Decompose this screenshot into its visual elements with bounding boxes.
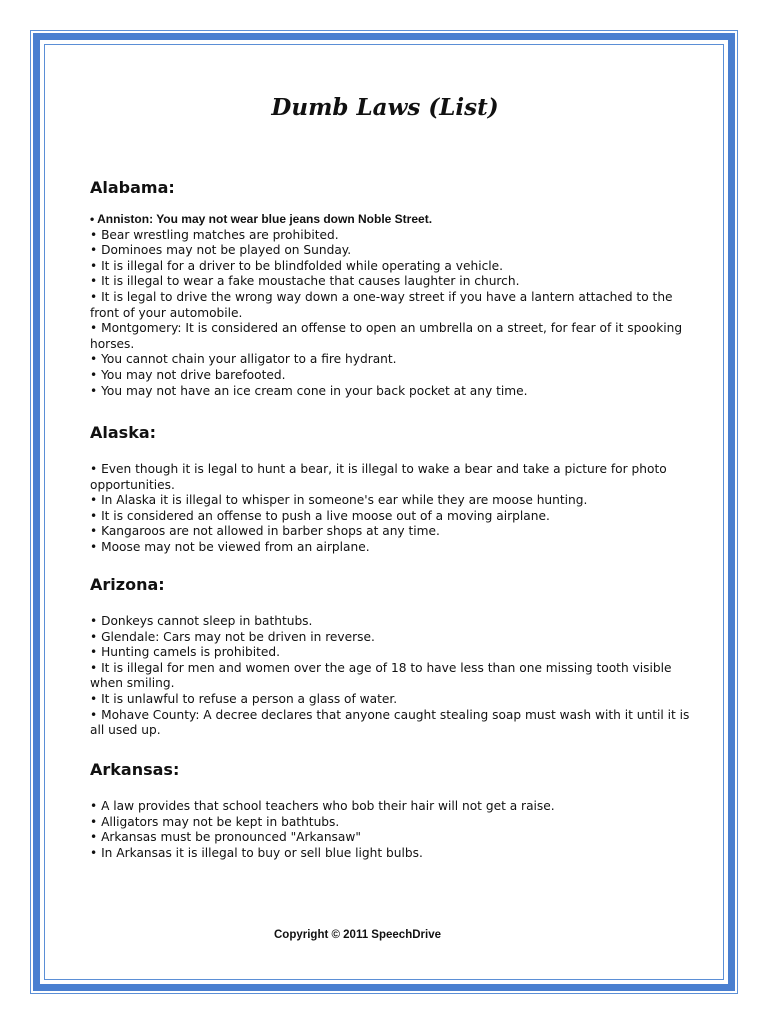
- list-item: • Bear wrestling matches are prohibited.: [90, 227, 339, 242]
- law-list: [90, 462, 690, 556]
- list-item: • In Arkansas it is illegal to buy or sell blue light bulbs.: [90, 845, 423, 860]
- list-item: • It is considered an offense to push a live moose out of a moving airplane.: [90, 508, 550, 523]
- section-heading: Arkansas:: [90, 760, 180, 779]
- law-list: [90, 614, 690, 739]
- list-item: • You cannot chain your alligator to a fire hydrant.: [90, 352, 397, 367]
- section-heading: Alabama:: [90, 178, 175, 197]
- list-item: • Moose may not be viewed from an airplane.: [90, 539, 370, 554]
- list-item: • It is legal to drive the wrong way down a one-way street if you have a lantern attached to the front of your automobile.: [90, 289, 673, 320]
- list-item: • A law provides that school teachers who bob their hair will not get a raise.: [90, 799, 555, 813]
- list-item: • Kangaroos are not allowed in barber shops at any time.: [90, 524, 440, 539]
- list-item: • It is illegal for men and women over the age of 18 to have less than one missing tooth visible when smiling.: [90, 660, 672, 691]
- list-item: • Hunting camels is prohibited.: [90, 645, 280, 660]
- copyright-footer: Copyright © 2011 SpeechDrive: [274, 929, 441, 941]
- list-item: • Arkansas must be pronounced "Arkansaw": [90, 830, 361, 845]
- list-item: • Dominoes may not be played on Sunday.: [90, 243, 352, 258]
- list-item: • Even though it is legal to hunt a bear, it is illegal to wake a bear and take a picture for photo opportunities.: [90, 462, 667, 492]
- list-item: • Donkeys cannot sleep in bathtubs.: [90, 614, 313, 628]
- section-arizona: [90, 575, 690, 739]
- law-list: [90, 212, 690, 399]
- page-title: Dumb Laws (List): [271, 94, 499, 121]
- list-item: • In Alaska it is illegal to whisper in someone's ear while they are moose hunting.: [90, 493, 588, 508]
- section-alabama: [90, 178, 690, 399]
- section-heading: Alaska:: [90, 423, 157, 442]
- list-item: • It is unlawful to refuse a person a glass of water.: [90, 691, 398, 706]
- section-heading: Arizona:: [90, 575, 165, 594]
- list-item: • Mohave County: A decree declares that anyone caught stealing soap must wash with it until it is all used up.: [90, 707, 690, 738]
- section-alaska: [90, 423, 690, 556]
- list-item: • You may not drive barefooted.: [90, 367, 286, 382]
- section-arkansas: [90, 760, 690, 861]
- list-item: • Glendale: Cars may not be driven in reverse.: [90, 629, 375, 644]
- list-item: • It is illegal for a driver to be blindfolded while operating a vehicle.: [90, 258, 504, 273]
- law-list: [90, 799, 690, 861]
- list-item: • Anniston: You may not wear blue jeans down Noble Street.: [90, 212, 433, 226]
- list-item: • It is illegal to wear a fake moustache that causes laughter in church.: [90, 274, 520, 289]
- list-item: • You may not have an ice cream cone in your back pocket at any time.: [90, 383, 528, 398]
- list-item: • Montgomery: It is considered an offense to open an umbrella on a street, for fear of it spooking horses.: [90, 321, 683, 351]
- list-item: • Alligators may not be kept in bathtubs.: [90, 814, 340, 829]
